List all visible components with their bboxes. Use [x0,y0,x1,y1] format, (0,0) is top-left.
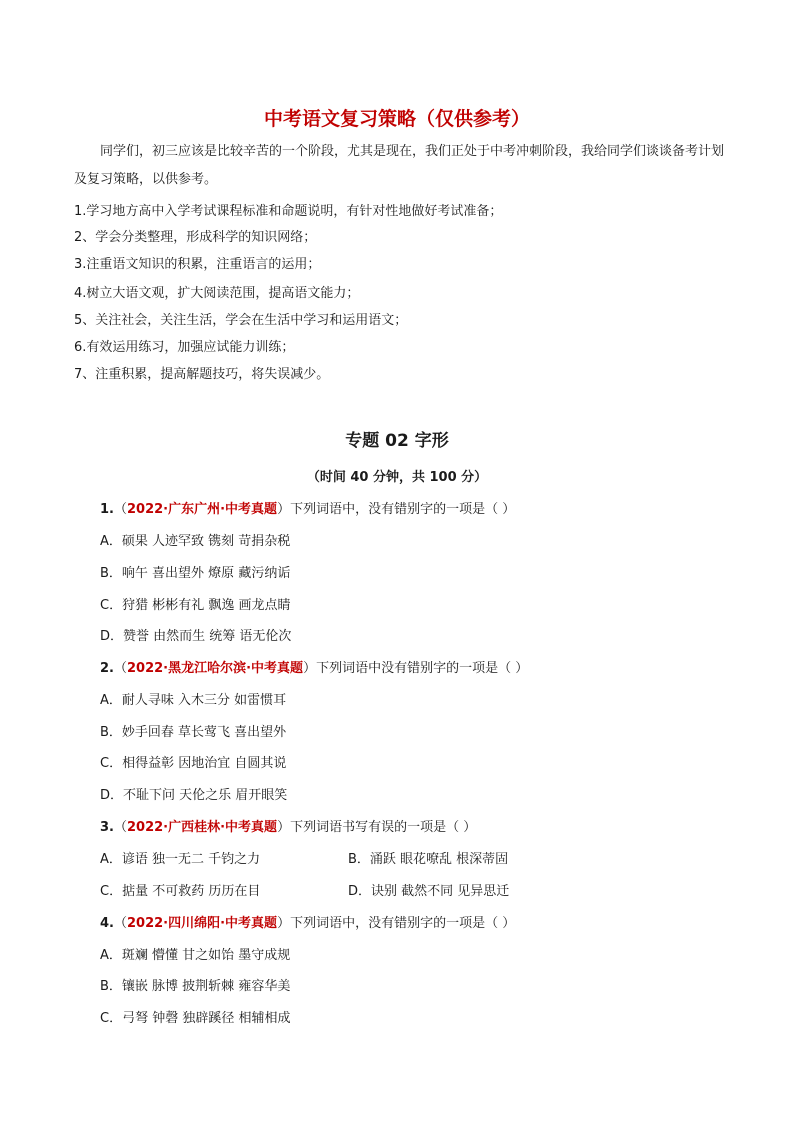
question-text: ）下列词语书写有误的一项是（ ） [277,820,477,835]
question-paren: （ [113,916,127,931]
strategy-item: 7、注重积累，提高解题技巧，将失误减少。 [74,367,330,382]
strategy-intro [74,138,734,194]
question-2-option-a: A．耐人寻味 入木三分 如雷惯耳 [100,693,287,708]
question-2-stem [100,657,528,676]
question-1-stem [100,498,515,517]
question-3-option-c: C．掂量 不可救药 历历在目 [100,884,261,899]
question-1-option-b: B．响午 喜出望外 燎原 藏污纳诟 [100,566,291,581]
question-text: ）下列词语中，没有错别字的一项是（ ） [277,502,516,517]
question-source: 2022·广东广州·中考真题 [127,502,278,517]
topic-title: 专题 02 字形 [345,431,449,451]
strategy-item: 6.有效运用练习，加强应试能力训练； [74,340,295,355]
question-3-option-b: B．涌跃 眼花嘹乱 根深蒂固 [348,852,509,867]
question-1-option-d: D．赞誉 由然而生 统筹 语无伦次 [100,629,292,644]
question-source: 2022·广西桂林·中考真题 [127,820,278,835]
question-source: 2022·黑龙江哈尔滨·中考真题 [127,661,304,676]
question-3-stem [100,816,476,835]
question-4-stem [100,912,515,931]
question-number: 4. [100,916,114,931]
question-1-option-a: A．硕果 人迹罕致 镌刻 苛捐杂税 [100,534,291,549]
question-paren: （ [113,661,127,676]
question-4-option-c: C．弓弩 钟磬 独辟蹊径 相辅相成 [100,1011,291,1026]
strategy-intro-text: 同学们，初三应该是比较辛苦的一个阶段，尤其是现在，我们正处于中考冲刺阶段，我给同学们谈谈备考计划及复习策略，以供参考。 [74,144,725,187]
question-2-option-b: B．妙手回春 草长莺飞 喜出望外 [100,725,287,740]
question-text: ）下列词语中没有错别字的一项是（ ） [303,661,529,676]
question-text: ）下列词语中，没有错别字的一项是（ ） [277,916,516,931]
question-3-option-d: D．诀别 截然不同 见异思迁 [348,884,510,899]
question-paren: （ [113,502,127,517]
question-1-option-c: C．狩猎 彬彬有礼 飘逸 画龙点睛 [100,598,291,613]
strategy-item: 1.学习地方高中入学考试课程标准和命题说明，有针对性地做好考试准备； [74,204,503,219]
question-4-option-b: B．镶嵌 脉博 披荆斩棘 雍容华美 [100,979,291,994]
question-3-option-a: A．谚语 独一无二 千钧之力 [100,852,261,867]
question-2-option-c: C．相得益彰 因地治宜 自圆其说 [100,756,287,771]
strategy-title: 中考语文复习策略（仅供参考） [263,108,530,130]
topic-subtitle: （时间 40 分钟，共 100 分） [306,470,488,485]
question-2-option-d: D．不耻下问 天伦之乐 眉开眼笑 [100,788,288,803]
question-number: 1. [100,502,114,517]
question-source: 2022·四川绵阳·中考真题 [127,916,278,931]
strategy-item: 3.注重语文知识的积累，注重语言的运用； [74,257,321,272]
question-4-option-a: A．斑斓 懵懂 甘之如饴 墨守成规 [100,948,291,963]
question-number: 2. [100,661,114,676]
question-number: 3. [100,820,114,835]
strategy-item: 4.树立大语文观，扩大阅读范围，提高语文能力； [74,286,360,301]
strategy-item: 5、关注社会，关注生活，学会在生活中学习和运用语文； [74,313,408,328]
strategy-item: 2、学会分类整理，形成科学的知识网络； [74,230,317,245]
question-paren: （ [113,820,127,835]
